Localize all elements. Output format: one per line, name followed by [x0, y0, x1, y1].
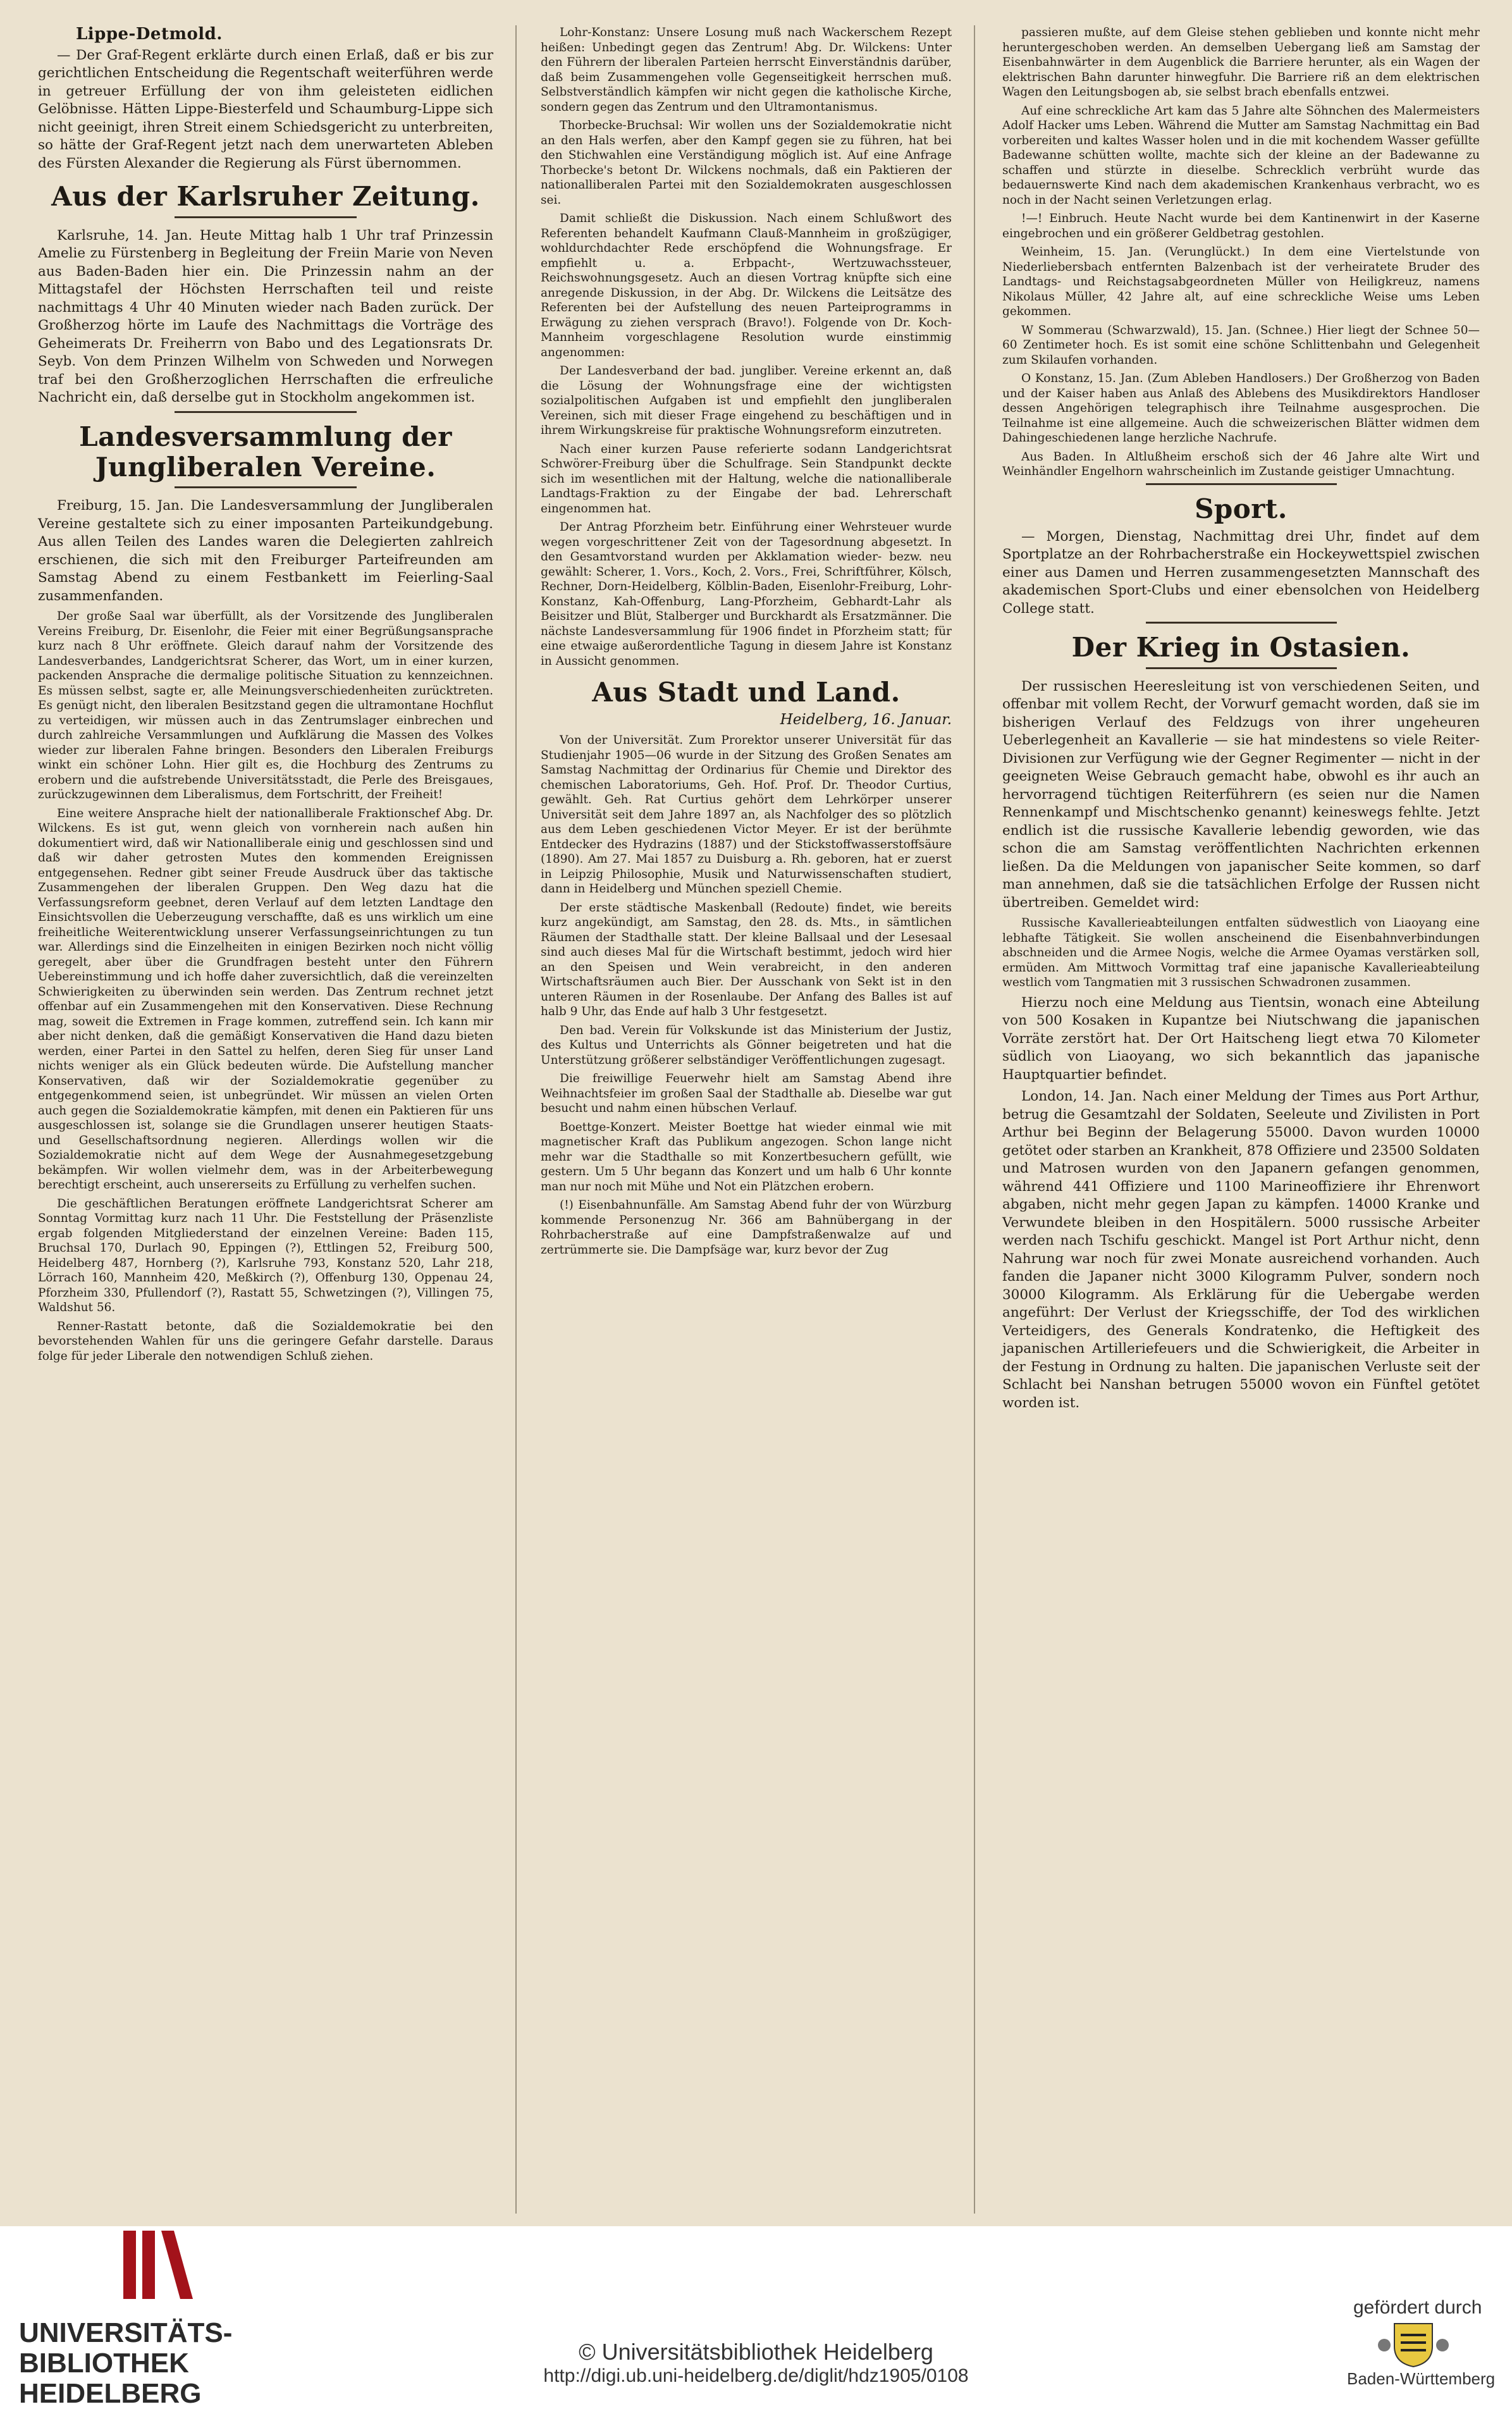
politics-p6: Der Antrag Pforzheim betr. Einführung einer Wehrsteuer wurde wegen vorgeschrittener Zeit von der Tagesordnung abgesetzt. In den Gesamtvorstand wurden per Akklamation wieder- bezw. neu gewählt: Scherer, 1. Vors., Koch, 2. Vors., Frei, Schriftführer, Kölsch, Rechner, Dorn-Heidelberg, Kölblin-Baden, Eisenlohr-Freiburg, Lohr-Konstanz, Kah-Offenburg, Lang-Pforzheim, Gebhardt-Lahr als Beisitzer und Blüt, Stalberger und Burckhardt als Ersatzmänner. Die nächste Landesversammlung für 1906 findet in Pforzheim statt; für eine etwaige außerordentliche Tagung in diesem Jahre ist Konstanz in Aussicht genommen. [541, 521, 952, 668]
misc-p7: Aus Baden. In Altlußheim erschoß sich der 46 Jahre alte Wirt und Weinhändler Engelhorn wahrscheinlich im Zustande geistiger Umnachtung. [1002, 450, 1480, 478]
landesversammlung-p5: Renner-Rastatt betonte, daß die Sozialdemokratie bei den bevorstehenden Wahlen für uns die geringere Gefahr darstelle. Daraus folge für jeder Liberale den notwendigen Schluß ziehen. [38, 1319, 493, 1363]
landesversammlung-p4: Die geschäftlichen Beratungen eröffnete Landgerichtsrat Scherer am Sonntag Vormittag kurz nach 11 Uhr. Die Feststellung der Präsenzliste ergab folgenden Mitgliederstand der einzelnen Vereine: Baden 115, Bruchsal 170, Durlach 90, Eppingen (?), Ettlingen 52, Freiburg 500, Heidelberg 487, Hornberg (?), Karlsruhe 793, Konstanz 520, Lahr 218, Lörrach 160, Mannheim 420, Meßkirch (?), Offenburg 130, Oppenau 24, Pforzheim 330, Pfullendorf (?), Rastatt 55, Schwetzingen (?), Villingen 75, Waldshut 56. [38, 1197, 493, 1315]
divider [175, 486, 357, 488]
copyright-notice: © Universitätsbibliothek Heidelberg [579, 2339, 933, 2365]
sport-header: Sport. [1195, 493, 1288, 524]
krieg-p3: Hierzu noch eine Meldung aus Tientsin, wonach eine Abteilung von 500 Kosaken in Kupantze bei Niutschwang die japanischen Vorräte zerstört hat. Der Ort Haitscheng liegt etwa 70 Kilometer südlich von Liaoyang, wo sich bekanntlich das japanische Hauptquartier befindet. [1002, 994, 1480, 1083]
divider [175, 411, 357, 413]
lippe-header: Lippe-Detmold. [76, 25, 223, 44]
ub-heidelberg-logo-icon [13, 2227, 202, 2303]
page-footer [0, 2226, 1512, 2409]
divider [175, 216, 357, 218]
misc-p2: Auf eine schreckliche Art kam das 5 Jahre alte Söhnchen des Malermeisters Adolf Hacker ums Leben. Während die Mutter am Samstag Nachmittag ein Bad vorbereiten und kaltes Wasser holen und in die mit kochendem Wasser gefüllte Badewanne schütten wollte, machte sich der kleine an der Badewanne zu schaffen und stürzte in dieselbe. Schrecklich verbrüht wurde das bedauernswerte Kind nach dem akademischen Krankenhaus verbracht, wo es noch in der Nacht seinen Verletzungen erlag. [1002, 104, 1480, 207]
misc-p5: W Sommerau (Schwarzwald), 15. Jan. (Schnee.) Hier liegt der Schnee 50—60 Zentimeter hoch. Es ist somit eine schöne Schlittenbahn und Gelegenheit zum Skilaufen vorhanden. [1002, 323, 1480, 367]
column-2 [541, 25, 952, 2214]
lippe-text: — Der Graf-Regent erklärte durch einen Erlaß, daß er bis zur gerichtlichen Entscheidung die Regentschaft weiterführen werde in getreuer Erfüllung der von ihm geleisteten eidlichen Gelöbnisse. Hätten Lippe-Biesterfeld und Schaumburg-Lippe sich nicht geeinigt, ihren Streit einem Schiedsgericht zu unterbreiten, so hätte der Graf-Regent jetzt nach dem unerwarteten Ableben des Fürsten Alexander die Regierung als Fürst übernommen. [38, 47, 493, 171]
sport-text: — Morgen, Dienstag, Nachmittag drei Uhr, findet auf dem Sportplatze an der Rohrbacherstraße ein Hockeywettspiel zwischen einer aus Damen und Herren zusammengesetzten Mannschaft des akademischen Sport-Clubs und einer ebensolchen von Heidelberg College statt. [1002, 528, 1480, 617]
stadt-p1: Von der Universität. Zum Prorektor unserer Universität für das Studienjahr 1905—06 wurde in der Sitzung des Großen Senates am Samstag Nachmittag der Ordinarius für Chemie und Direktor des chemischen Laboratoriums, Geh. Hof. Prof. Dr. Theodor Curtius, gewählt. Geh. Rat Curtius gehört dem Lehrkörper unserer Universität seit dem Jahre 1897 an, als Nachfolger des so plötzlich aus dem Leben geschiedenen Victor Meyer. Er ist der berühmte Entdecker des Hydrazins (1887) und der Stickstoffwasserstoffsäure (1890). Am 27. Mai 1857 zu Duisburg a. Rh. geboren, hat er zuerst in Leipzig Philosophie, Musik und Naturwissenschaften studiert, dann in Heidelberg und München speziell Chemie. [541, 734, 952, 896]
divider [1146, 667, 1337, 669]
funded-by-label: gefördert durch [1353, 2297, 1482, 2318]
divider [1146, 483, 1337, 485]
krieg-p2: Russische Kavallerieabteilungen entfalten südwestlich von Liaoyang eine lebhafte Tätigkeit. Sie wollen anscheinend die Eisenbahnverbindungen abschneiden und die Armee Nogis, welche die Armee Oyamas verstärken soll, ermüden. Am Mittwoch Vormittag traf eine japanische Kavallerieabteilung westlich vom Tangmatien mit 3 russischen Schwadronen zusammen. [1002, 916, 1480, 990]
state-name: Baden-Württemberg [1347, 2369, 1496, 2388]
krieg-p4: London, 14. Jan. Nach einer Meldung der Times aus Port Arthur, betrug die Gesamtzahl der Soldaten, Seeleute und Zivilisten in Port Arthur bei Beginn der Belagerung 55000. Davon wurden 10000 getötet oder starben an Krankheit, 878 Offiziere und 23500 Soldaten und Matrosen wurden von den Japanern gefangen genommen, während 441 Offiziere und 1100 Marineoffiziere ihr Ehrenwort abgaben, nicht mehr gegen Japan zu kämpfen. 14000 Kranke und Verwundete bleiben in den Hospitälern. 5000 russische Arbeiter werden nach Tschifu geschickt. Mangel ist Port Arthur nicht, denn Nahrung war noch für zwei Monate ausreichend vorhanden. Auch fanden die Japaner nicht 3000 Kilogramm Pulver, sondern noch 30000 Kilogramm. Als Erklärung für die Uebergabe werden angeführt: Der Verlust der Kriegsschiffe, der Tod des wirklichen Verteidigers, des Generals Kondratenko, die Heftigkeit des japanischen Artilleriefeuers und die Schwierigkeit, die Arbeiter in der Festung in Ordnung zu halten. Die japanischen Verluste seit der Schlacht bei Nanshan betrugen 55000 wovon ein Fünftel getötet worden ist. [1002, 1088, 1480, 1411]
krieg-p1: Der russischen Heeresleitung ist von verschiedenen Seiten, und offenbar mit vollem Recht, der Vorwurf gemacht worden, daß sie im bisherigen Verlauf des Feldzugs von ihrer ungeheuren Ueberlegenheit an Kavallerie — sie hat mindestens so viele Reiter-Divisionen zur Verfügung wie der Gegner Regimenter — nicht in der geeigneten Weise Gebrauch gemacht habe, obwohl es ihr auch an hervorragend tüchtigen Reiterführern (es seien nur die Namen Rennenkampf und Mischtschenko genannt) keineswegs fehlte. Jetzt endlich ist die russische Kavallerie lebendig geworden, wie das schon die am Samstag veröffentlichten Nachrichten erkennen ließen. Da die Meldungen von japanischer Seite kommen, so darf man annehmen, daß sie die tatsächlichen Erfolge der Russen nicht übertreiben. Gemeldet wird: [1002, 678, 1480, 911]
baden-wuerttemberg-crest-icon [1375, 2321, 1451, 2368]
stadt-p5: Boettge-Konzert. Meister Boettge hat wieder einmal wie mit magnetischer Kraft das Publikum angezogen. Schon lange nicht mehr war die Stadthalle so mit Konzertbesuchern gefüllt, wie gestern. Um 5 Uhr begann das Konzert und um halb 6 Uhr konnte man nur noch mit Mühe und Not ein Plätzchen erobern. [541, 1120, 952, 1193]
library-name: UNIVERSITÄTS-BIBLIOTHEK HEIDELBERG [19, 2317, 233, 2409]
column-rule [974, 25, 975, 2214]
stadt-p2: Der erste städtische Maskenball (Redoute) findet, wie bereits kurz angekündigt, am Samstag, den 28. ds. Mts., in sämtlichen Räumen der Stadthalle statt. Der kleine Ballsaal und der Lesesaal sind auch dieses Mal für die Wirtschaft bestimmt, jedoch wird hier an den Speisen und Wein verabreicht, in den anderen Wirtschaftsräumen auch Bier. Der Ausschank von Sekt ist in den unteren Räumen in der Rosenlaube. Der Anfang des Balles ist auf halb 9 Uhr, das Ende auf halb 3 Uhr festgesetzt. [541, 901, 952, 1019]
stadt-p4: Die freiwillige Feuerwehr hielt am Samstag Abend ihre Weihnachtsfeier im großen Saal der Stadthalle ab. Dieselbe war gut besucht und nahm einen hübschen Verlauf. [541, 1072, 952, 1116]
stadt-p3: Den bad. Verein für Volkskunde ist das Ministerium der Justiz, des Kultus und Unterrichts als Gönner beigetreten und hat die Unterstützung größerer selbständiger Veröffentlichungen zugesagt. [541, 1023, 952, 1067]
stadt-dateline: Heidelberg, 16. Januar. [780, 712, 952, 729]
stadt-und-land-header: Aus Stadt und Land. [592, 677, 900, 708]
misc-p4: Weinheim, 15. Jan. (Verunglückt.) In dem eine Viertelstunde von Niederliebersbach entfernten Balzenbach ist der verheiratete Bruder des Landtags- und Reichstagsabgeordneten Müller von Heiligkreuz, namens Nikolaus Müller, 42 Jahre alt, auf eine schreckliche Weise ums Leben gekommen. [1002, 245, 1480, 318]
misc-p1: passieren mußte, auf dem Gleise stehen geblieben und konnte nicht mehr heruntergeschoben werden. An demselben Uebergang ließ am Samstag der Eisenbahnwärter in dem Augenblick die Barriere herunter, als ein Wagen der elektrischen Bahn darunter hinwegfuhr. Die Barriere riß an dem elektrischen Wagen den Leitungsbogen ab, sie selbst brach ebenfalls entzwei. [1002, 26, 1480, 99]
politics-p2: Thorbecke-Bruchsal: Wir wollen uns der Sozialdemokratie nicht an den Hals werfen, aber den Kampf gegen sie zu führen, hat bei den Stichwahlen eine Verständigung möglich ist. Auf eine Anfrage Thorbecke's betont Dr. Wilckens nochmals, daß ein Paktieren der nationalliberalen Partei mit den Sozialdemokraten ausgeschlossen sei. [541, 119, 952, 207]
politics-p4: Der Landesverband der bad. jungliber. Vereine erkennt an, daß die Lösung der Wohnungsfrage eine der wichtigsten sozialpolitischen Aufgaben ist und empfiehlt den jungliberalen Vereinen, sich mit dieser Frage eingehend zu beschäftigen und in ihrem Wirkungskreise für praktische Wohnungsreform einzutreten. [541, 364, 952, 437]
politics-p1: Lohr-Konstanz: Unsere Losung muß nach Wackerschem Rezept heißen: Unbedingt gegen das Zentrum! Abg. Dr. Wilckens: Unter den Führern der liberalen Parteien herrscht Einverständnis darüber, daß beim Zusammengehen volle Gegenseitigkeit herrschen muß. Selbstverständlich kämpfen wir nicht gegen die katholische Kirche, sondern gegen das Zentrum und den Ultramontanismus. [541, 26, 952, 114]
divider [1146, 622, 1337, 624]
krieg-header: Der Krieg in Ostasien. [1071, 632, 1411, 663]
landesversammlung-p2: Der große Saal war überfüllt, als der Vorsitzende des Jungliberalen Vereins Freiburg, Dr. Eisenlohr, die Feier mit einer Begrüßungsansprache kurz nach 8 Uhr eröffnete. Gleich darauf nahm der Vorsitzende des Landesverbandes, Landgerichtsrat Scherer, das Wort, um in einer kurzen, packenden Ansprache die dermalige politische Situation zu kennzeichnen. Es müssen selbst, sagte er, alle Meinungsverschiedenheiten zurücktreten. Es genügt nicht, den liberalen Besitzstand gegen die ultramontane Hochflut zu verteidigen, wir müssen auch in das Zentrumslager einbrechen und durch zahlreiche Versammlungen und Aufklärung die Massen des Volkes wieder zur liberalen Fahne bringen. Besonders den Liberalen Freiburgs winkt ein schöner Lohn. Hier gilt es, die Hochburg des Zentrums zu erobern und die aufstrebende Universitätsstadt, die Perle des Breisgaues, zurückzugewinnen dem Liberalismus, dem Fortschritt, der Freiheit! [38, 610, 493, 802]
landesversammlung-p3: Eine weitere Ansprache hielt der nationalliberale Fraktionschef Abg. Dr. Wilckens. Es ist gut, wenn gleich von vornherein nach außen hin dokumentiert wird, daß wir Nationalliberale einig und geschlossen sind und daß wir daher getrosten Mutes den kommenden Ereignissen entgegensehen. Redner gibt seiner Freude Ausdruck über das taktische Zusammengehen der liberalen Gruppen. Den Weg dazu hat die Verfassungsreform geebnet, deren Verlauf auf dem letzten Landtage den Einsichtsvollen die Ueberzeugung verschaffte, daß es uns wirklich um eine freiheitliche Weiterentwicklung unserer Verfassungseinrichtungen zu tun war. Allerdings sind die Einzelheiten in einigen Bezirken noch nicht völlig geregelt, aber über die Grundfragen besteht unter den Führern Uebereinstimmung und ich hoffe daher zuversichtlich, daß die vereinzelten Schwierigkeiten zu überwinden sein werden. Das Zentrum rechnet jetzt offenbar auf ein Zusammengehen mit den Konservativen. Diese Rechnung mag, soweit die Extremen in Frage kommen, zutreffend sein. Ich kann mir aber nicht denken, daß die gemäßigt Konservativen die Hand dazu bieten werden, einer Partei in den Sattel zu helfen, deren Sieg für unser Land nichts weniger als ein Glück bedeuten würde. Die Aufstellung mancher Konservativen, daß wir der Sozialdemokratie gegenüber zu entgegenkommend seien, ist unbegründet. Wir müssen an vielen Orten auch gegen die Sozialdemokratie kämpfen, mit denen ein Paktieren für uns ausgeschlossen ist, solange sie die Grundlagen unserer heutigen Staats- und Gesellschaftsordnung negieren. Allerdings wollen wir die Sozialdemokratie nicht auf dem Wege der Ausnahmegesetzgebung bekämpfen. Wir wollen vielmehr dem, was in der Arbeiterbewegung berechtigt erscheint, auch unsererseits zu Erfüllung zu verhelfen suchen. [38, 806, 493, 1192]
landesversammlung-p1: Freiburg, 15. Jan. Die Landesversammlung der Jungliberalen Vereine gestaltete sich zu einer imposanten Parteikundgebung. Aus allen Teilen des Landes waren die Delegierten zahlreich erschienen, die sich mit den Freiburger Parteifreunden am Samstag Abend zu einem Festbankett im Feierling-Saal zusammenfanden. [38, 498, 493, 604]
column-3 [1002, 25, 1480, 2214]
landesversammlung-header: Landesversammlung der Jungliberalen Vereine. [79, 421, 452, 483]
karlsruhe-header: Aus der Karlsruher Zeitung. [51, 181, 480, 213]
stadt-p6: (!) Eisenbahnunfälle. Am Samstag Abend fuhr der von Würzburg kommende Personenzug Nr. 366 am Bahnübergang in der Rohrbacherstraße auf eine Dampfstraßenwalze auf und zertrümmerte sie. Die Dampfsäge war, kurz bevor der Zug [541, 1198, 952, 1257]
politics-p5: Nach einer kurzen Pause referierte sodann Landgerichtsrat Schwörer-Freiburg über die Schulfrage. Sein Standpunkt deckte sich im wesentlichen mit der Haltung, welche die nationalliberale Landtags-Fraktion zu der Eingabe der bad. Lehrerschaft eingenommen hat. [541, 442, 952, 515]
column-rule [515, 25, 517, 2214]
karlsruhe-text: Karlsruhe, 14. Jan. Heute Mittag halb 1 Uhr traf Prinzessin Amelie zu Fürstenberg in Begleitung der Freiin Marie von Neven aus Baden-Baden hier ein. Die Prinzessin nahm an der Mittagstafel der Höchsten Herrschaften teil und reiste nachmittags 4 Uhr 40 Minuten wieder nach Baden zurück. Der Großherzog hörte im Laufe des Nachmittags die Vorträge des Geheimerats Dr. Freiherrn von Babo und des Legationsrats Dr. Seyb. Von dem Prinzen Wilhelm von Schweden und Norwegen traf bei den Großherzoglichen Herrschaften die erfreuliche Nachricht ein, daß derselbe gut in Stockholm angekommen ist. [38, 227, 493, 406]
column-1 [38, 25, 493, 2214]
misc-p3: !—! Einbruch. Heute Nacht wurde bei dem Kantinenwirt in der Kaserne eingebrochen und ein größerer Geldbetrag gestohlen. [1002, 212, 1480, 240]
politics-p3: Damit schließt die Diskussion. Nach einem Schlußwort des Referenten behandelt Kaufmann Clauß-Mannheim in großzügiger, wohldurchdachter Rede erschöpfend die Wohnungsfrage. Er empfiehlt u. a. Erbpacht-, Wertzuwachssteuer, Reichswohnungsgesetz. Auch an diesen Vortrag knüpfte sich eine anregende Diskussion, in der Abg. Dr. Wilckens die Leitsätze des Referenten bei der Aufstellung des neuen Parteiprogramms in Erwägung zu ziehen versprach (Bravo!). Folgende von Dr. Koch-Mannheim vorgeschlagene Resolution wurde einstimmig angenommen: [541, 212, 952, 359]
misc-p6: O Konstanz, 15. Jan. (Zum Ableben Handlosers.) Der Großherzog von Baden und der Kaiser haben aus Anlaß des Ablebens des Musikdirektors Handloser dessen Angehörigen telegraphisch ihre Teilnahme ausgesprochen. Die Teilnahme ist eine allgemeine. Auch die schweizerischen Blätter widmen dem Dahingeschiedenen lange herzliche Nachrufe. [1002, 372, 1480, 445]
source-url[interactable]: http://digi.ub.uni-heidelberg.de/diglit/hdz1905/0108 [543, 2365, 969, 2386]
